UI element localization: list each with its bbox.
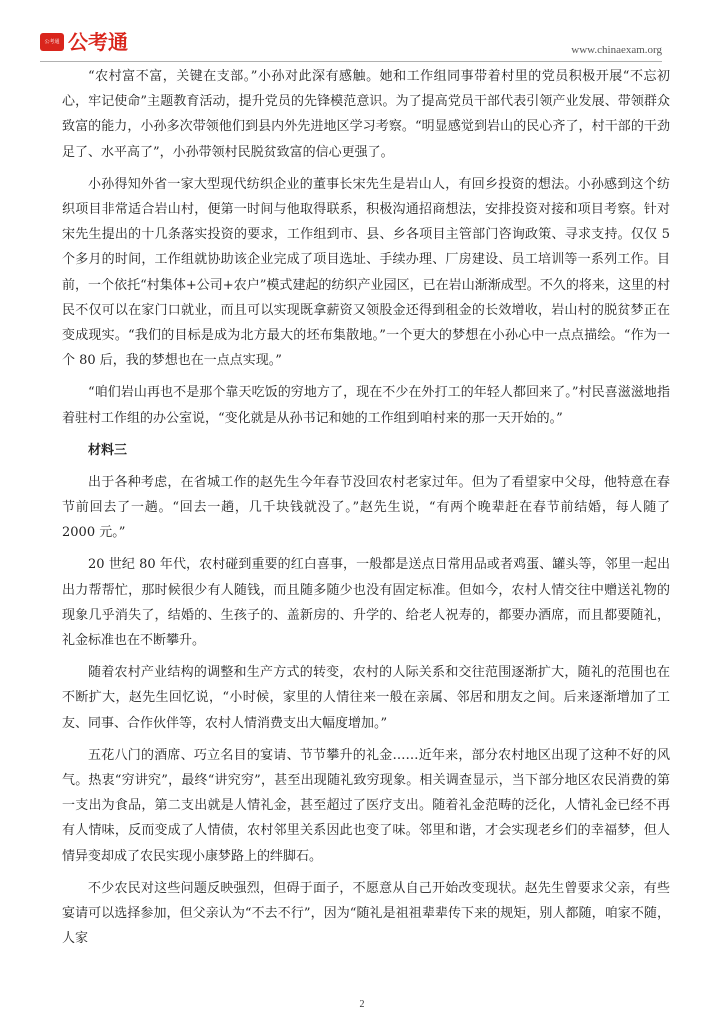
paragraph: 20 世纪 80 年代，农村碰到重要的红白喜事，一般都是送点日常用品或者鸡蛋、罐头等，邻里一起出出力帮帮忙，那时候很少有人随钱，而且随多随少也没有固定标准。但如今，农村人情交往中赠送礼物的现象几乎消失了，结婚的、生孩子的、盖新房的、升学的、给老人祝寿的，都要办酒席，而且都要随礼，礼金标准也在不断攀升。 xyxy=(62,557,670,649)
site-url[interactable]: www.chinaexam.org xyxy=(571,44,662,56)
paragraph: 五花八门的酒席、巧立名目的宴请、节节攀升的礼金……近年来，部分农村地区出现了这种不好的风气。热衷“穷讲究”，最终“讲究穷”，甚至出现随礼致穷现象。相关调查显示，当下部分地区农民消费的第一支出为食品，第二支出就是人情礼金，甚至超过了医疗支出。随着礼金范畴的泛化，人情礼金已经不再有人情味，反而变成了人情债，农村邻里关系因此也变了味。邻里和谐，才会实现老乡们的幸福梦，但人情异变却成了农民实现小康梦路上的绊脚石。 xyxy=(62,747,670,864)
paragraph: 不少农民对这些问题反映强烈，但碍于面子，不愿意从自己开始改变现状。赵先生曾要求父亲，有些宴请可以选择参加，但父亲认为“不去不行”，因为“随礼是祖祖辈辈传下来的规矩，别人都随，咱家不随，人家 xyxy=(62,880,670,947)
brand-logo-icon: 公考通 xyxy=(40,33,64,51)
paragraph: “农村富不富，关键在支部。”小孙对此深有感触。她和工作组同事带着村里的党员积极开展“不忘初心，牢记使命”主题教育活动，提升党员的先锋模范意识。为了提高党员干部代表引领产业发展、带领群众致富的能力，小孙多次带领他们到县内外先进地区学习考察。“明显感觉到岩山的民心齐了，村干部的干劲足了、水平高了”，小孙带领村民脱贫致富的信心更强了。 xyxy=(62,69,670,160)
section-title: 材料三 xyxy=(88,442,128,458)
paragraph: 小孙得知外省一家大型现代纺织企业的董事长宋先生是岩山人，有回乡投资的想法。小孙感到这个纺织项目非常适合岩山村，便第一时间与他取得联系，积极沟通招商想法，安排投资对接和项目考察。针对宋先生提出的十几条落实投资的要求，工作组到市、县、乡各项目主管部门咨询政策、寻求支持。仅仅 5 个多月的时间，工作组就协助该企业完成了项目选址、手续办理、厂房建设、员工培训等一系列工作。目前，一个依托“村集体+公司+农户”模式建起的纺织产业园区，已在岩山渐渐成型。不久的将来，这里的村民不仅可以在家门口就业，而且可以实现既拿薪资又领股金还得到租金的长效增收，岩山村的脱贫梦正在变成现实。“我们的目标是成为北方最大的坯布集散地。”一个更大的梦想在小孙心中一点点描绘。“作为一个 80 后，我的梦想也在一点点实现。” xyxy=(62,176,670,369)
page-header xyxy=(0,0,724,62)
paragraph: “咱们岩山再也不是那个靠天吃饭的穷地方了，现在不少在外打工的年轻人都回来了。”村民喜滋滋地指着驻村工作组的办公室说，“变化就是从孙书记和她的工作组到咱村来的那一天开始的。” xyxy=(62,385,670,426)
page-number: 2 xyxy=(359,999,365,1010)
header-divider xyxy=(40,61,662,62)
paragraph: 随着农村产业结构的调整和生产方式的转变，农村的人际关系和交往范围逐渐扩大，随礼的范围也在不断扩大，赵先生回忆说，“小时候，家里的人情往来一般在亲属、邻居和朋友之间。后来逐渐增加了工友、同事、合作伙伴等，农村人情消费支出大幅度增加。” xyxy=(62,665,670,731)
brand-name: 公考通 xyxy=(68,30,128,54)
paragraph: 出于各种考虑，在省城工作的赵先生今年春节没回农村老家过年。但为了看望家中父母，他特意在春节前回去了一趟。“回去一趟，几千块钱就没了。”赵先生说，“有两个晚辈赶在春节前结婚，每人随了 2000 元。” xyxy=(62,474,670,541)
document-body xyxy=(62,64,670,959)
